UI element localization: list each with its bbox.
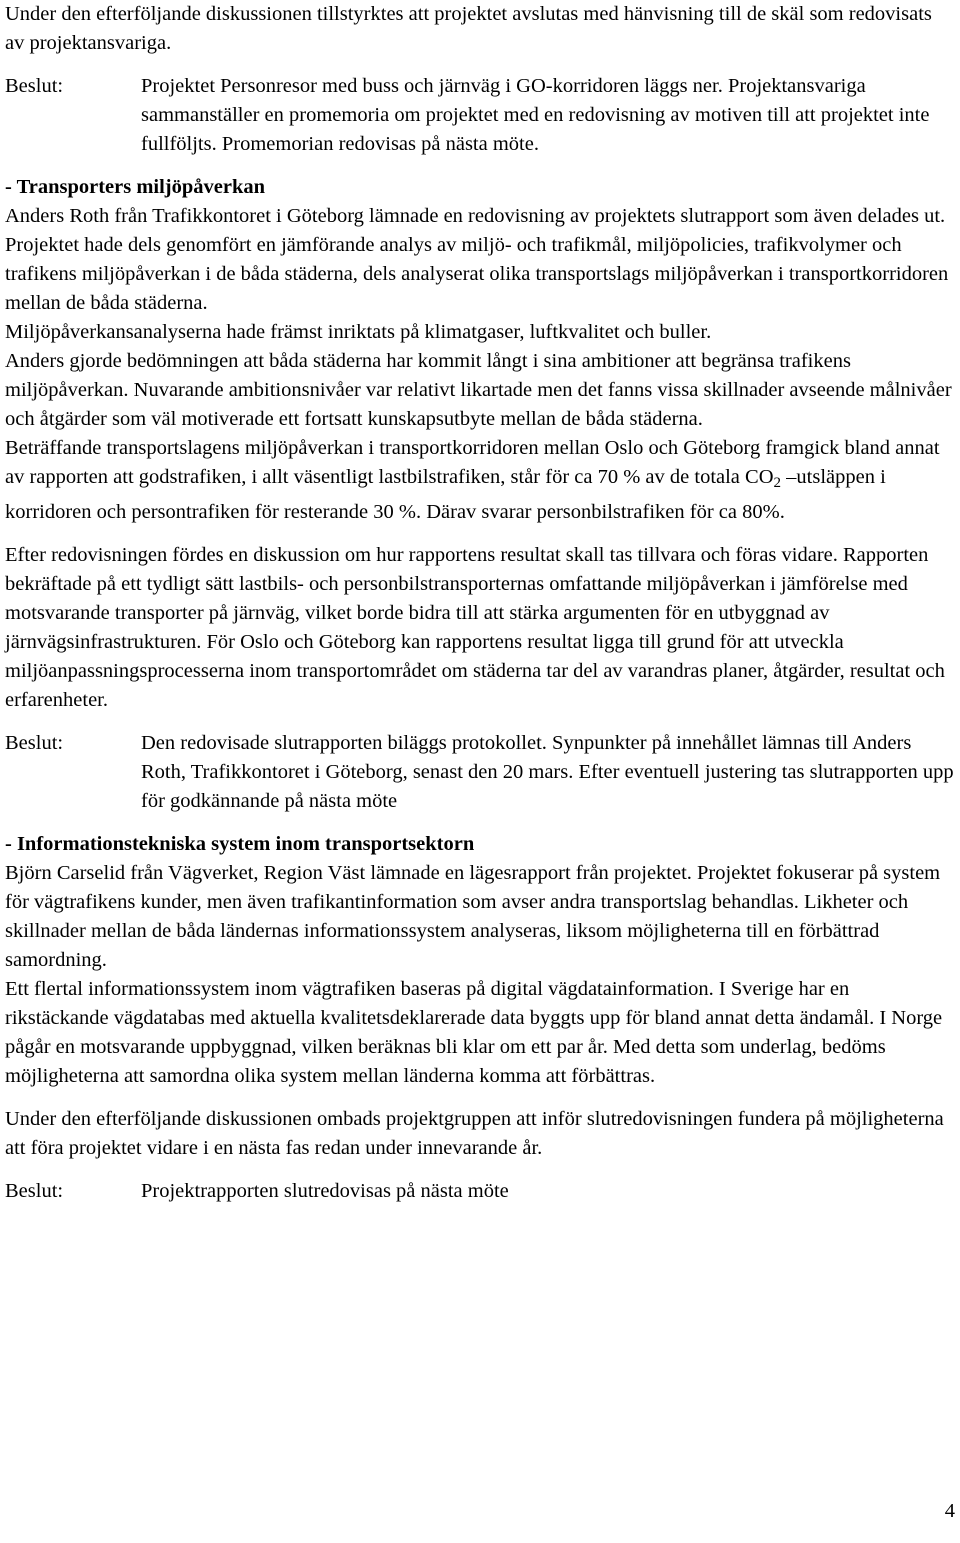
paragraph: Miljöpåverkansanalyserna hade främst inriktats på klimatgaser, luftkvalitet och buller. — [5, 321, 712, 343]
page-number: 4 — [944, 1500, 955, 1522]
decision-label: Beslut: — [5, 1180, 64, 1202]
section-heading-transporters: - Transporters miljöpåverkan — [5, 176, 266, 198]
document-page — [5, 0, 955, 1206]
paragraph: Under den efterföljande diskussionen ombads projektgruppen att inför slutredovisningen fundera på möjligheterna att föra projektet vidare i en nästa fas redan under innevarande år. — [5, 1108, 944, 1159]
paragraph: Björn Carselid från Vägverket, Region Väst lämnade en lägesrapport från projektet. Projektet fokuserar på system för vägtrafikens kunder, men även trafikantinformation som avser andra transportslag behandlas. Likheter och skillnader mellan de båda ländernas informationssystem analyseras, liksom möjligheterna till en förbättrad samordning. — [5, 862, 941, 971]
decision-text: Projektrapporten slutredovisas på nästa möte — [141, 1180, 509, 1202]
co2-text-post: –utsläppen i korridoren och persontrafiken för resterande 30 %. Därav svarar personbilstrafiken för ca 80%. — [5, 466, 886, 523]
decision-label: Beslut: — [5, 75, 64, 97]
paragraph: Anders gjorde bedömningen att båda städerna har kommit långt i sina ambitioner att begränsa trafikens miljöpåverkan. Nuvarande ambitionsnivåer var relativt likartade men det fanns vissa skillnader avseende målnivåer och åtgärder som väl motiverade ett fortsatt kunskapsutbyte mellan de båda städerna. — [5, 350, 952, 430]
co2-subscript: 2 — [773, 475, 782, 491]
paragraph: Efter redovisningen fördes en diskussion om hur rapportens resultat skall tas tillvara och föras vidare. Rapporten bekräftade på ett tydligt sätt lastbils- och personbilstransporternas omfattande miljöpåverkan i jämförelse med motsvarande transporter på järnväg, vilket borde bidra till att stärka argumenten för en utbyggnad av järnvägsinfrastrukturen. För Oslo och Göteborg kan rapportens resultat ligga till grund för att utveckla miljöanpassningsprocesserna inom transportområdet om städerna tar del av varandras planer, åtgärder, resultat och erfarenheter. — [5, 544, 945, 711]
decision-label: Beslut: — [5, 732, 64, 754]
decision-text: Den redovisade slutrapporten biläggs protokollet. Synpunkter på innehållet lämnas till Anders Roth, Trafikkontoret i Göteborg, senast den 20 mars. Efter eventuell justering tas slutrapporten upp för godkännande på nästa möte — [141, 732, 954, 812]
co2-text-pre: Beträffande transportslagens miljöpåverkan i transportkorridoren mellan Oslo och Göteborg framgick bland annat av rapporten att godstrafiken, i allt väsentligt lastbilstrafiken, står för ca 70 % av de totala CO — [5, 437, 940, 488]
decision-block-2 — [5, 729, 955, 816]
paragraph: Ett flertal informationssystem inom vägtrafiken baseras på digital vägdatainformation. I Sverige har en rikstäckande vägdatabas med aktuella kvalitetsdeklarerade data byggts upp för bland annat detta ändamål. I Norge pågår en motsvarande uppbyggnad, vilken beräknas bli klar om ett par år. Med detta som underlag, bedöms möjligheterna att samordna olika system mellan länderna komma att förbättras. — [5, 978, 943, 1087]
paragraph: Anders Roth från Trafikkontoret i Göteborg lämnade en redovisning av projektets slutrapport som även delades ut. Projektet hade dels genomfört en jämförande analys av miljö- och trafikmål, miljöpolicies, trafikvolymer och trafikens miljöpåverkan i de båda städerna, dels analyserat olika transportslags miljöpåverkan i transportkorridoren mellan de båda städerna. — [5, 205, 949, 314]
intro-paragraph: Under den efterföljande diskussionen tillstyrktes att projektet avslutas med hänvisning till de skäl som redovisats av projektansvariga. — [5, 3, 932, 54]
decision-block-1 — [5, 72, 955, 159]
decision-block-3 — [5, 1177, 955, 1206]
paragraph-co2 — [5, 434, 955, 527]
section-heading-information-systems: - Informationstekniska system inom transportsektorn — [5, 833, 475, 855]
decision-text: Projektet Personresor med buss och järnväg i GO-korridoren läggs ner. Projektansvariga sammanställer en promemoria om projektet med en redovisning av motiven till att projektet inte fullföljts. Promemorian redovisas på nästa möte. — [141, 75, 930, 155]
